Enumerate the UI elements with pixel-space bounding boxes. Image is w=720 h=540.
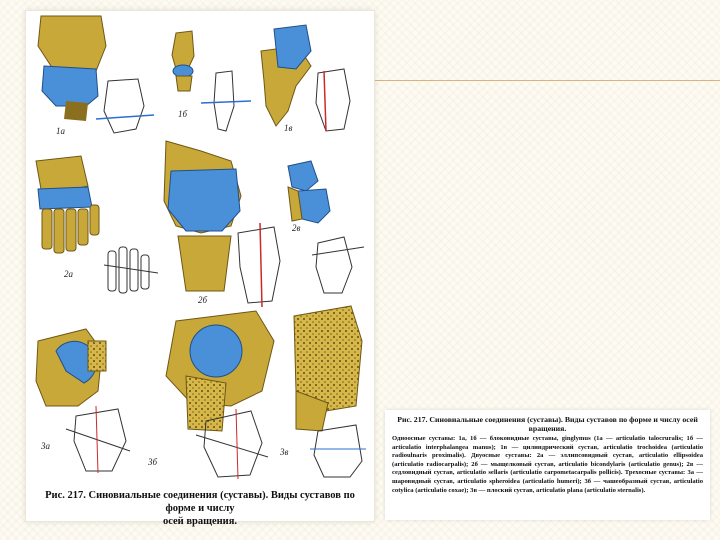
- label-1a: 1а: [56, 126, 65, 136]
- label-2c: 2в: [292, 223, 301, 233]
- figure-2b-knee-joint: [164, 141, 241, 291]
- figure-1a-schematic: [96, 79, 154, 133]
- label-2a: 2а: [64, 269, 73, 279]
- figure-2c-schematic: [312, 237, 364, 293]
- figure-2a-schematic: [104, 247, 158, 293]
- figure-3c-plane-joint: [294, 306, 362, 431]
- plate-caption-line-2: осей вращения.: [162, 516, 238, 527]
- caption-box: [385, 410, 710, 520]
- label-1c: 1в: [284, 123, 293, 133]
- figure-2c-carpometacarpal-joint: [288, 161, 330, 223]
- caption-body: Одноосные суставы: 1а, 1б — блоковидные суставы, ginglymus (1а — articulatio talocruralis; 1б — articulatio interphalangea manus); 1в — цилиндрический сустав, articulatio trochoidea (articulatio radioulnaris proximalis). Двуосные суставы: 2а — эллипсовидный сустав, articulatio ellipsoidea (articulatio radiocarpalis); 2б — мыщелковый сустав, articulatio bicondylaris (articulatio genus); 2в — седловидный сустав, articulatio sellaris (articulatio carpometacarpalis pollicis). Трехосные суставы: 3а — шаровидный сустав, articulatio spheroidea (articulatio humeri); 3б — чашеобразный сустав, articulatio cotylica (articulatio coxae); 3в — плоский сустав, articulatio plana (articulatio sternalis).: [392, 435, 703, 494]
- figure-3b-hip-joint: [166, 311, 274, 431]
- label-2b: 2б: [198, 295, 208, 305]
- figure-1c-radioulnar-joint: [261, 25, 311, 126]
- figure-2a-radiocarpal-joint: [36, 156, 99, 253]
- label-3c: 3в: [280, 447, 289, 457]
- plate-caption: [34, 489, 366, 528]
- figure-1b-schematic: [201, 71, 251, 131]
- joint-illustrations: [26, 11, 374, 521]
- plate-caption-line-1: Рис. 217. Синовиальные соединения (суставы). Виды суставов по форме и числу: [45, 490, 355, 514]
- figure-2b-schematic: [238, 223, 280, 307]
- figure-3c-schematic: [310, 425, 366, 477]
- figure-3a-shoulder-joint: [36, 329, 106, 406]
- figure-1c-schematic: [316, 69, 350, 131]
- decorative-rule: [375, 80, 720, 81]
- label-1b: 1б: [178, 109, 188, 119]
- figure-1a-ankle-joint: [38, 16, 106, 121]
- caption-title: Рис. 217. Синовиальные соединения (суставы). Виды суставов по форме и числу осей вращения.: [397, 415, 698, 433]
- label-3a: 3а: [41, 441, 50, 451]
- figure-3a-schematic: [66, 406, 130, 473]
- anatomy-plate: [25, 10, 375, 527]
- figure-1b-interphalangeal-joint: [172, 31, 194, 91]
- label-3b: 3б: [148, 457, 158, 467]
